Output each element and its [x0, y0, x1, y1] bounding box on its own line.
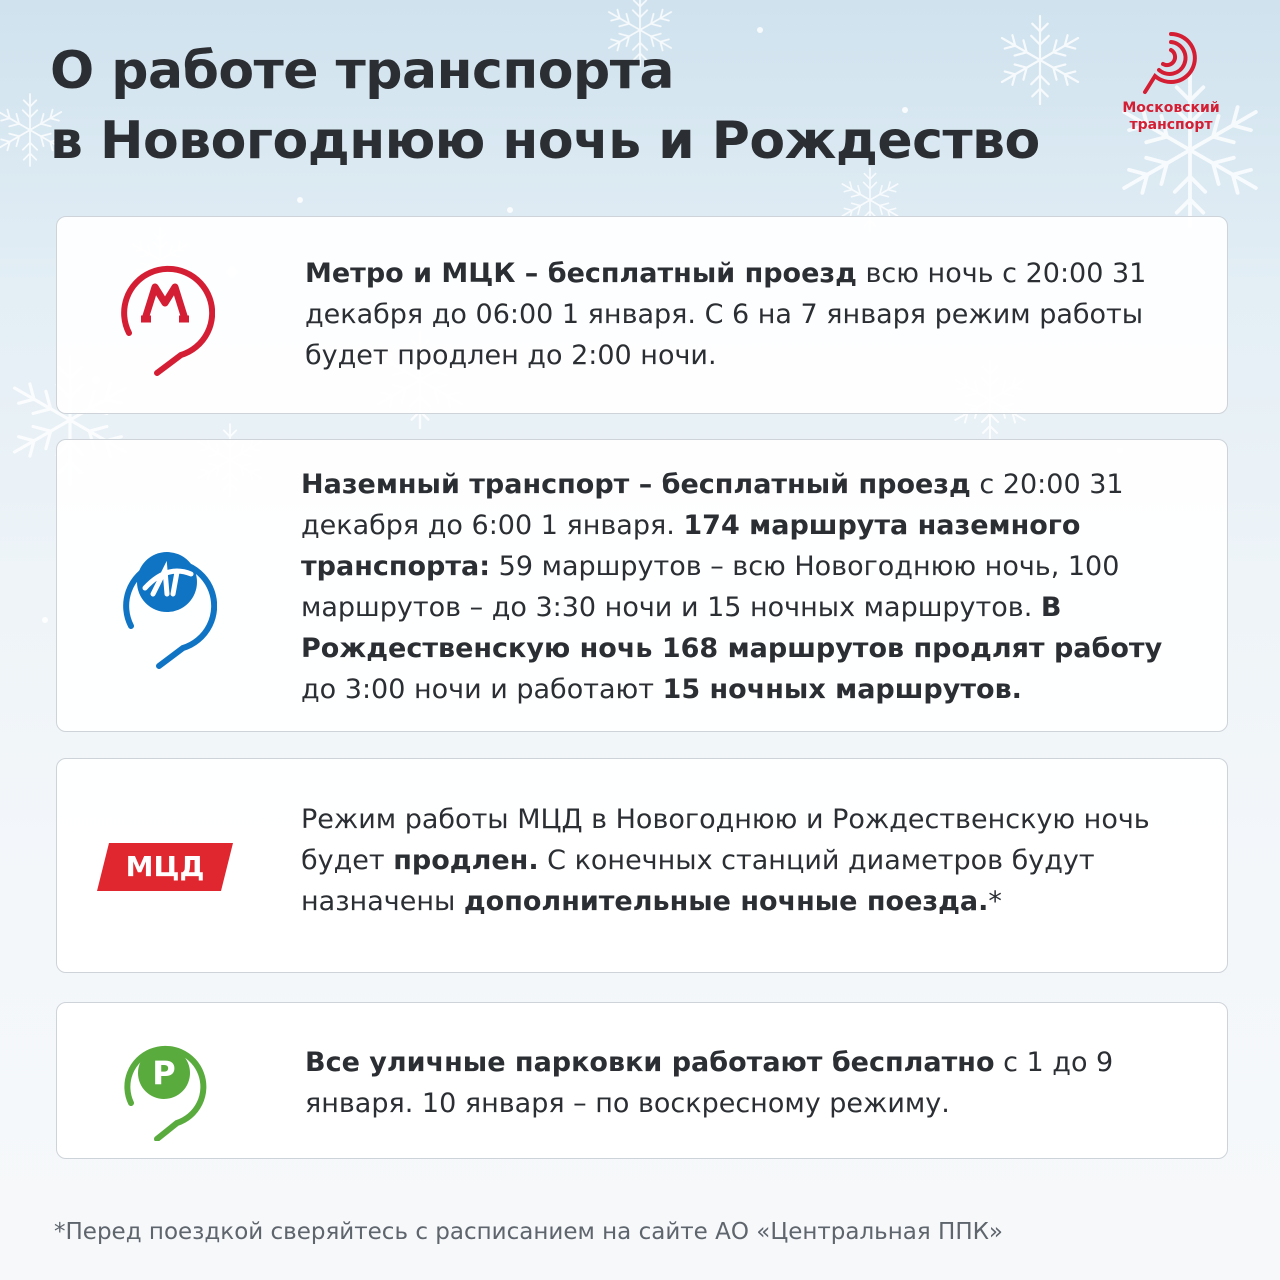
moscow-transport-logo-icon	[1139, 28, 1203, 98]
card-text-segment: с 20:00 31 декабря до 6:00 1 января.	[301, 469, 1124, 541]
parking-badge-label: P	[152, 1054, 176, 1092]
card-text-segment: продлен.	[393, 845, 539, 876]
logo-text	[1112, 100, 1230, 134]
parking-pin-icon	[119, 1029, 209, 1141]
metro-card	[56, 216, 1228, 414]
parking-card	[56, 1002, 1228, 1159]
card-text-segment: 174 маршрута наземного транспорта:	[301, 510, 1081, 582]
card-text-segment: дополнительные ночные поезда.	[463, 886, 989, 917]
card-text-segment: всю ночь с 20:00 31 декабря до 06:00 1 января. С 6 на 7 января режим работы будет продлен до 2:00 ночи.	[305, 258, 1147, 371]
page-title	[50, 36, 1040, 176]
mcd-card-text	[301, 799, 1201, 922]
metro-pin-icon	[115, 241, 215, 377]
title-line-1: О работе транспорта	[50, 41, 674, 101]
ground-transport-card	[56, 439, 1228, 732]
ground-transport-card-text	[301, 464, 1201, 710]
card-text-segment: Метро и МЦК – бесплатный проезд	[305, 258, 857, 289]
metro-card-text	[305, 253, 1185, 376]
card-text-segment: В Рождественскую ночь 168 маршрутов продлят работу	[301, 592, 1163, 664]
moscow-transport-logo	[1112, 28, 1230, 134]
footnote: *Перед поездкой сверяйтесь с расписанием на сайте АО «Центральная ППК»	[54, 1219, 1004, 1245]
card-text-segment: Наземный транспорт – бесплатный проезд	[301, 469, 971, 500]
card-text-segment: С конечных станций диаметров будут назначены	[301, 845, 1095, 917]
title-line-2: в Новогоднюю ночь и Рождество	[50, 111, 1040, 171]
logo-text-line-2: транспорт	[1129, 117, 1213, 133]
parking-card-text	[305, 1042, 1205, 1124]
mcd-card	[56, 758, 1228, 973]
ground-transport-pin-icon	[117, 534, 217, 670]
logo-text-line-1: Московский	[1122, 100, 1220, 116]
card-text-segment: 15 ночных маршрутов.	[662, 674, 1022, 705]
card-text-segment: Все уличные парковки работают бесплатно	[305, 1047, 995, 1078]
card-text-segment: 59 маршрутов – всю Новогоднюю ночь, 100 маршрутов – до 3:30 ночи и 15 ночных маршрутов.	[301, 551, 1120, 623]
card-text-segment: *	[988, 886, 1002, 917]
card-text-segment: Режим работы МЦД в Новогоднюю и Рождественскую ночь будет	[301, 804, 1150, 876]
mcd-badge-icon	[97, 843, 233, 891]
mcd-badge-label: МЦД	[125, 850, 205, 883]
card-text-segment: с 1 до 9 января. 10 января – по воскресному режиму.	[305, 1047, 1114, 1119]
card-text-segment: до 3:00 ночи и работают	[301, 674, 663, 705]
